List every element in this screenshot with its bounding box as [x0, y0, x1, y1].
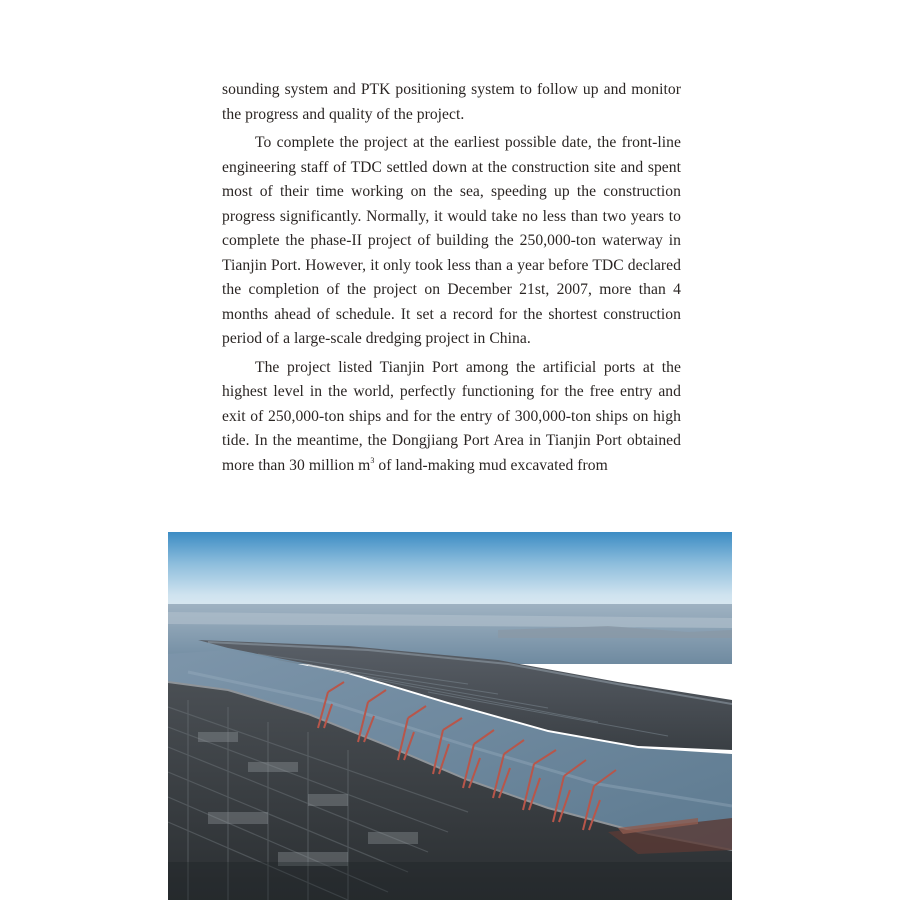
cubic-superscript: 3	[370, 455, 375, 465]
body-text	[222, 78, 681, 482]
paragraph-3-text: The project listed Tianjin Port among the artificial ports at the highest level in the world, perfectly functioning for the free entry and exit of 250,000-ton ships and for the entry of 300,000-ton ships on high tide. In the meantime, the Dongjiang Port Area in Tianjin Port obtained more than 30 million m	[222, 358, 681, 474]
paragraph-3-tail: of land-making mud excavated from	[374, 456, 608, 474]
aerial-port-photo	[168, 532, 732, 900]
paragraph-1: sounding system and PTK positioning system to follow up and monitor the progress and quality of the project.	[222, 81, 681, 123]
paragraph-3	[222, 356, 681, 479]
paragraph-2: To complete the project at the earliest possible date, the front-line engineering staff of TDC settled down at the construction site and spent most of their time working on the sea, speeding up the construction progress significantly. Normally, it would take no less than two years to complete the phase-II project of building the 250,000-ton waterway in Tianjin Port. However, it only took less than a year before TDC declared the completion of the project on December 21st, 2007, more than 4 months ahead of schedule. It set a record for the shortest construction period of a large-scale dredging project in China.	[222, 134, 681, 347]
port-illustration	[168, 532, 732, 900]
